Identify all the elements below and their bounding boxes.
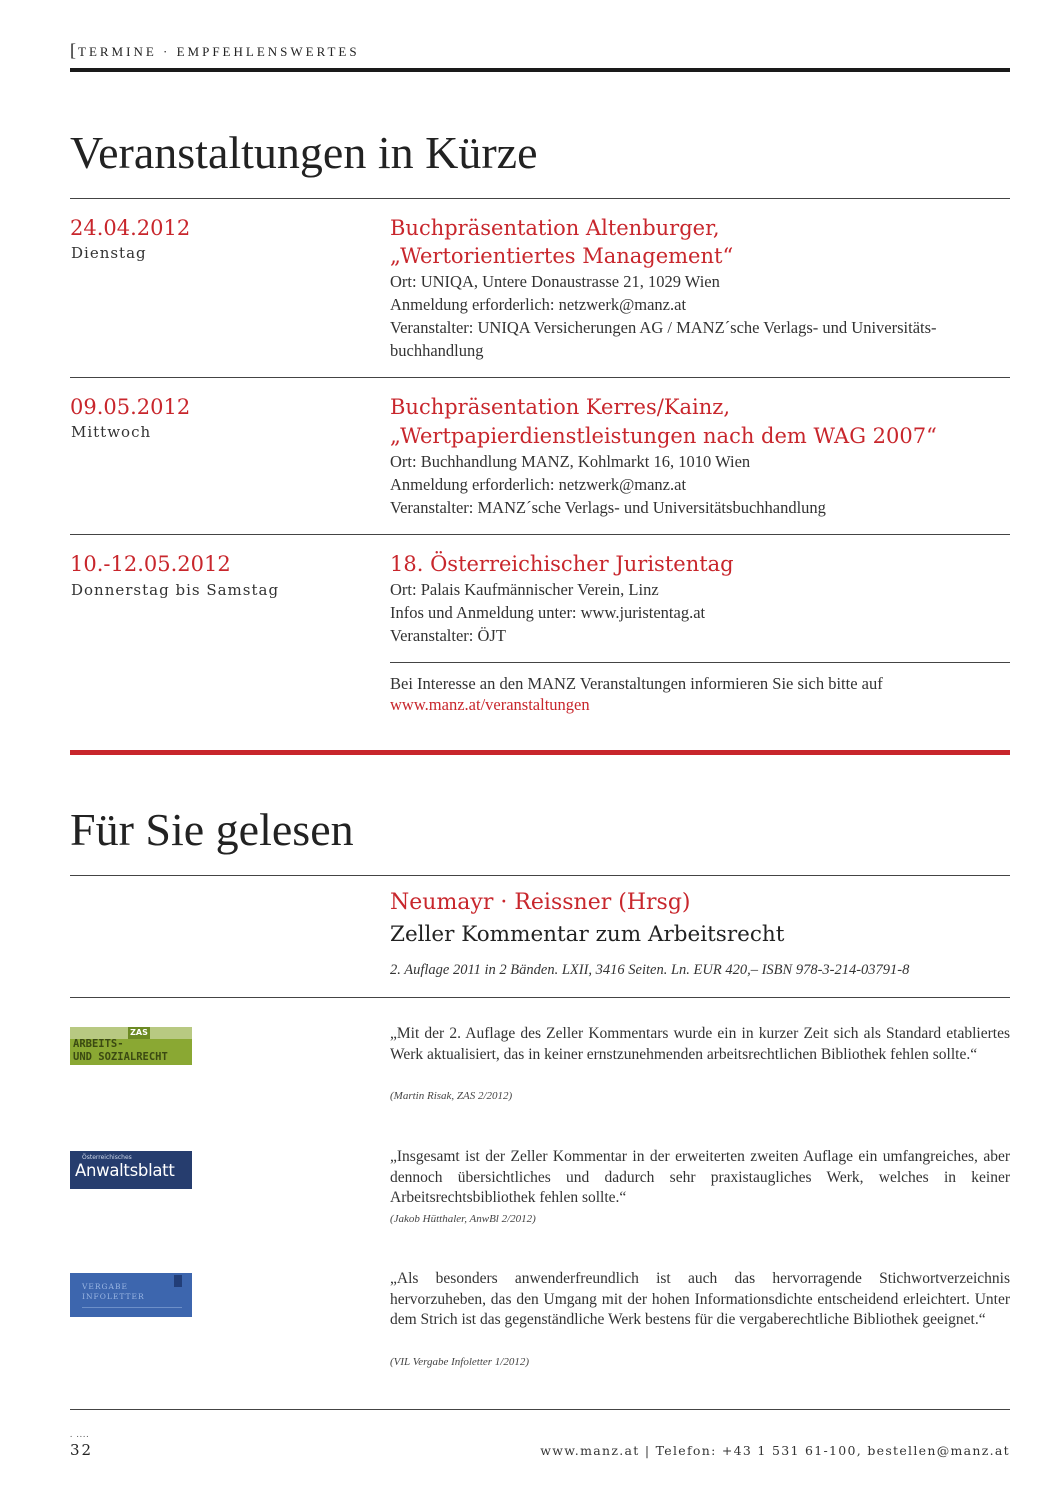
event-title-line: „Wertpapierdienstleistungen nach dem WAG 2007“ xyxy=(390,424,937,448)
divider xyxy=(70,534,1010,535)
event-date: 24.04.2012 xyxy=(70,216,191,240)
vergabe-infoletter-logo xyxy=(70,1273,192,1317)
section-divider-red xyxy=(70,750,1010,755)
event-detail: Anmeldung erforderlich: netzwerk@manz.at xyxy=(390,475,687,494)
bookmark-icon xyxy=(174,1275,182,1287)
review-source: (VIL Vergabe Infoletter 1/2012) xyxy=(390,1356,530,1368)
event-title-line: Buchpräsentation Kerres/Kainz, xyxy=(390,395,731,419)
header-label: TERMINE · EMPFEHLENSWERTES xyxy=(78,44,360,59)
logo-text: VERGABE xyxy=(82,1282,128,1291)
event-detail: Veranstalter: UNIQA Versicherungen AG / MANZ´sche Verlags- und Universitäts- xyxy=(390,318,937,337)
event-detail: Ort: UNIQA, Untere Donaustrasse 21, 1029 Wien xyxy=(390,272,720,291)
event-weekday: Donnerstag bis Samstag xyxy=(71,581,280,599)
event-date: 10.-12.05.2012 xyxy=(70,552,231,576)
event-detail: buchhandlung xyxy=(390,341,484,360)
anwaltsblatt-logo xyxy=(70,1151,192,1189)
reviews-title: Für Sie gelesen xyxy=(70,804,354,855)
footer-dots: . .... xyxy=(70,1429,90,1439)
review-quote: „Als besonders anwenderfreundlich ist auch das hervorragende Stichwortverzeichnis hervorzuheben, das den Umgang mit der hohen Informationsdichte entscheidend erleichtert. Unter dem Strich ist das gegenständliche Werk bestens für die vergaberechtliche Bibliothek geeignet.“ xyxy=(390,1270,1010,1328)
logo-text: INFOLETTER xyxy=(82,1292,145,1301)
footer-contact: www.manz.at | Telefon: +43 1 531 61-100, bestellen@manz.at xyxy=(540,1443,1010,1458)
review-source: (Martin Risak, ZAS 2/2012) xyxy=(390,1090,513,1102)
event-detail: Ort: Buchhandlung MANZ, Kohlmarkt 16, 1010 Wien xyxy=(390,452,751,471)
page-number: 32 xyxy=(70,1441,94,1459)
review-quote: „Insgesamt ist der Zeller Kommentar in der erweiterten zweiten Auflage ein umfangreiches, aber dennoch übersichtliches und dadurch sehr praxistaugliches Werk, welches in keiner Arbeitsrechtsbibliothek fehlen sollte.“ xyxy=(390,1148,1010,1206)
event-weekday: Mittwoch xyxy=(71,423,152,441)
divider xyxy=(70,198,1010,199)
book-meta: 2. Auflage 2011 in 2 Bänden. LXII, 3416 Seiten. Ln. EUR 420,– ISBN 978-3-214-03791-8 xyxy=(390,962,910,978)
event-detail: Veranstalter: MANZ´sche Verlags- und Universitätsbuchhandlung xyxy=(390,498,826,517)
divider xyxy=(70,875,1010,876)
section-header xyxy=(70,40,360,61)
book-title: Zeller Kommentar zum Arbeitsrecht xyxy=(390,922,785,947)
logo-text: Anwaltsblatt xyxy=(75,1161,175,1180)
header-bracket: [ xyxy=(70,40,76,60)
events-note: Bei Interesse an den MANZ Veranstaltungen informieren Sie sich bitte auf xyxy=(390,674,883,693)
logo-badge: ZAS xyxy=(128,1027,150,1039)
event-detail: Anmeldung erforderlich: netzwerk@manz.at xyxy=(390,295,687,314)
event-title-line: 18. Österreichischer Juristentag xyxy=(390,552,734,576)
review-source: (Jakob Hütthaler, AnwBl 2/2012) xyxy=(390,1213,536,1225)
book-authors: Neumayr · Reissner (Hrsg) xyxy=(390,890,691,915)
event-detail: Veranstalter: ÖJT xyxy=(390,626,506,645)
zas-logo xyxy=(70,1027,192,1065)
logo-text: UND SOZIALRECHT xyxy=(73,1051,168,1063)
divider xyxy=(70,377,1010,378)
event-date: 09.05.2012 xyxy=(70,395,191,419)
events-link[interactable]: www.manz.at/veranstaltungen xyxy=(390,695,590,714)
logo-text: ARBEITS- xyxy=(73,1038,124,1050)
footer-rule xyxy=(70,1409,1010,1410)
events-title: Veranstaltungen in Kürze xyxy=(70,127,538,178)
note-divider xyxy=(390,662,1010,663)
event-title-line: „Wertorientiertes Management“ xyxy=(390,244,734,268)
logo-text: Österreichisches xyxy=(82,1154,132,1161)
event-weekday: Dienstag xyxy=(71,244,147,262)
divider xyxy=(70,997,1010,998)
review-quote: „Mit der 2. Auflage des Zeller Kommentars wurde ein in kurzer Zeit sich als Standard etabliertes Werk aktualisiert, das in keiner ernstzunehmenden arbeitsrechtlichen Bibliothek fehlen sollte.“ xyxy=(390,1025,1010,1063)
event-title-line: Buchpräsentation Altenburger, xyxy=(390,216,720,240)
event-detail: Ort: Palais Kaufmännischer Verein, Linz xyxy=(390,580,659,599)
event-detail: Infos und Anmeldung unter: www.juristentag.at xyxy=(390,603,706,622)
header-rule xyxy=(70,68,1010,72)
logo-rule xyxy=(82,1307,182,1308)
